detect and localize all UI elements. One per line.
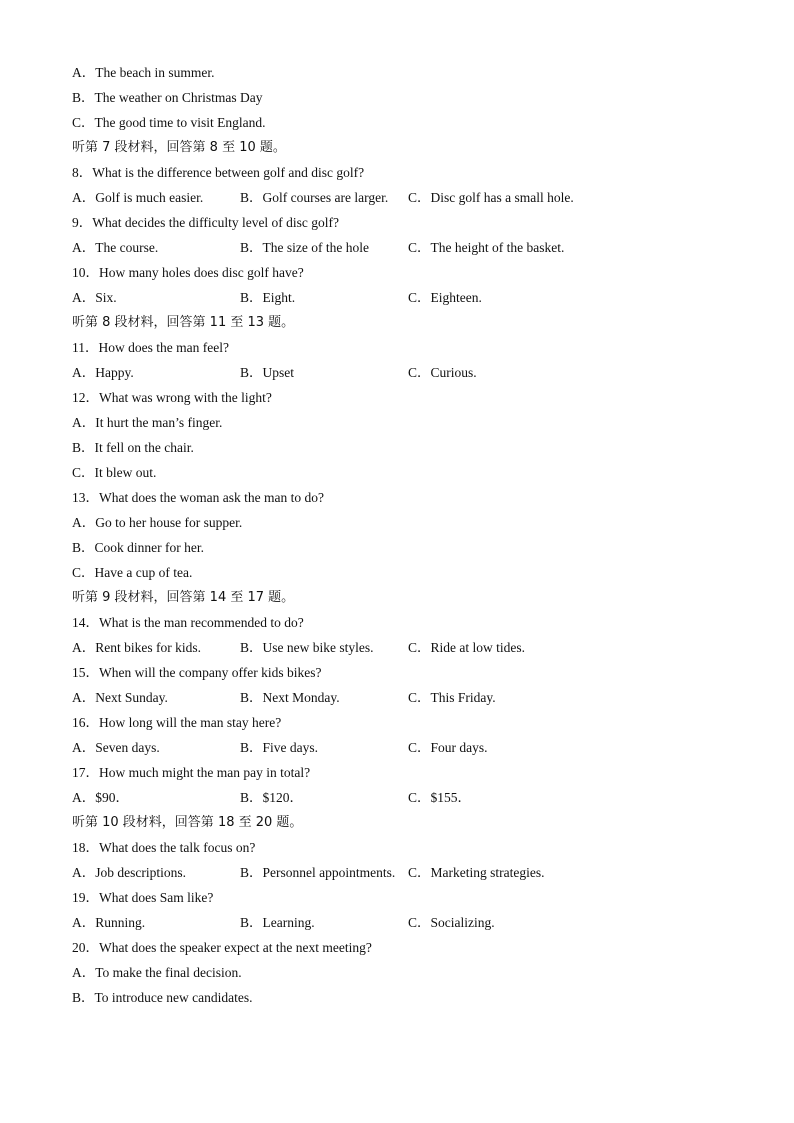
option-text: A．Seven days. xyxy=(72,740,160,755)
option-text: B．Next Monday. xyxy=(240,690,340,705)
question-text: 13．What does the woman ask the man to do? xyxy=(72,490,324,505)
options-row xyxy=(72,187,752,212)
option-text: A．The beach in summer. xyxy=(72,65,215,80)
option-text: C．Curious. xyxy=(408,365,477,380)
option-text: C．This Friday. xyxy=(408,690,496,705)
option-text: C．Ride at low tides. xyxy=(408,640,525,655)
question-text: 18．What does the talk focus on? xyxy=(72,840,256,855)
question-text: 20．What does the speaker expect at the next meeting? xyxy=(72,940,372,955)
section-heading: 听第 7 段材料，回答第 8 至 10 题。 xyxy=(72,140,286,155)
option-text: B．The weather on Christmas Day xyxy=(72,90,263,105)
option-text: C．Socializing. xyxy=(408,915,495,930)
option-text: C．The good time to visit England. xyxy=(72,115,266,130)
option-text: A．Job descriptions. xyxy=(72,865,186,880)
option-text: B．Cook dinner for her. xyxy=(72,540,204,555)
option-text: C．It blew out. xyxy=(72,465,157,480)
option-text: B．Learning. xyxy=(240,915,315,930)
option-text: B．Five days. xyxy=(240,740,319,755)
option-text: A．Next Sunday. xyxy=(72,690,168,705)
option-text: B．To introduce new candidates. xyxy=(72,990,253,1005)
question-text: 8．What is the difference between golf and disc golf? xyxy=(72,165,365,180)
question-text: 12．What was wrong with the light? xyxy=(72,390,272,405)
options-row xyxy=(72,687,752,712)
question-text: 10．How many holes does disc golf have? xyxy=(72,265,304,280)
option-text: A．Happy. xyxy=(72,365,134,380)
options-row xyxy=(72,237,752,262)
option-text: C．Marketing strategies. xyxy=(408,865,545,880)
question-text: 9．What decides the difficulty level of disc golf? xyxy=(72,215,340,230)
option-text: C．Four days. xyxy=(408,740,488,755)
question-text: 19．What does Sam like? xyxy=(72,890,214,905)
option-text: A．The course. xyxy=(72,240,159,255)
question-text: 14．What is the man recommended to do? xyxy=(72,615,304,630)
exam-document xyxy=(72,62,752,1012)
option-text: C．Eighteen. xyxy=(408,290,482,305)
question-text: 11．How does the man feel? xyxy=(72,340,229,355)
options-row xyxy=(72,787,752,812)
option-text: A．To make the final decision. xyxy=(72,965,242,980)
option-text: B．Personnel appointments. xyxy=(240,865,396,880)
question-text: 16．How long will the man stay here? xyxy=(72,715,282,730)
option-text: B．Golf courses are larger. xyxy=(240,190,389,205)
option-text: A．It hurt the man’s finger. xyxy=(72,415,223,430)
option-text: A．Go to her house for supper. xyxy=(72,515,243,530)
option-text: B．$120． xyxy=(240,790,304,805)
option-text: C．The height of the basket. xyxy=(408,240,565,255)
section-heading: 听第 9 段材料，回答第 14 至 17 题。 xyxy=(72,590,295,605)
question-text: 17．How much might the man pay in total? xyxy=(72,765,311,780)
option-text: A．Six. xyxy=(72,290,117,305)
options-row xyxy=(72,912,752,937)
option-text: C．$155． xyxy=(408,790,472,805)
option-text: B．Eight. xyxy=(240,290,296,305)
options-row xyxy=(72,287,752,312)
options-row xyxy=(72,637,752,662)
question-text: 15．When will the company offer kids bikes? xyxy=(72,665,322,680)
option-text: A．Rent bikes for kids. xyxy=(72,640,201,655)
option-text: C．Disc golf has a small hole. xyxy=(408,190,574,205)
option-text: B．The size of the hole xyxy=(240,240,369,255)
option-text: B．Upset xyxy=(240,365,294,380)
option-text: A．Golf is much easier. xyxy=(72,190,204,205)
option-text: B．Use new bike styles. xyxy=(240,640,374,655)
option-text: B．It fell on the chair. xyxy=(72,440,194,455)
option-text: C．Have a cup of tea. xyxy=(72,565,193,580)
options-row xyxy=(72,862,752,887)
section-heading: 听第 8 段材料，回答第 11 至 13 题。 xyxy=(72,315,295,330)
option-text: A．$90． xyxy=(72,790,129,805)
options-row xyxy=(72,737,752,762)
options-row xyxy=(72,362,752,387)
section-heading: 听第 10 段材料，回答第 18 至 20 题。 xyxy=(72,815,303,830)
option-text: A．Running. xyxy=(72,915,146,930)
